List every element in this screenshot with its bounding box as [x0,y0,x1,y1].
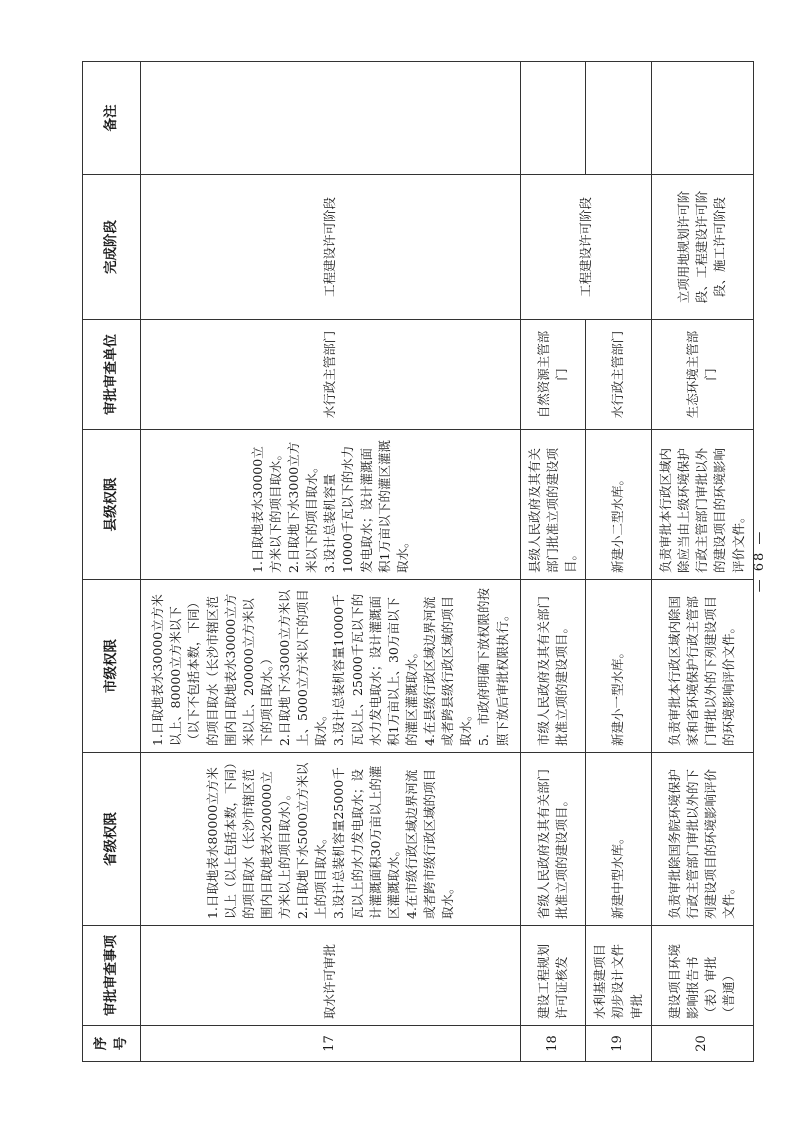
list-item: 2.日取地下水3000立方米以下的项目取水。 [286,441,320,573]
row-note [141,62,521,175]
header-province: 省级权限 [83,753,141,926]
header-unit: 审批审查单位 [83,320,141,430]
row-stage: 工程建设许可阶段 [141,175,521,320]
list-item: 3.设计总装机容量10000千瓦以上、25000千瓦以下的水力发电取水；设计灌溉面积1万亩以上、30万亩以下的灌区灌溉取水。 [331,593,419,746]
row-unit: 生态环境主管部门 [651,320,753,430]
row-unit: 水行政主管部门 [586,320,651,430]
list-item: 1.日取地表水80000立方米以上（以上包括本数，下同）的项目取水（长沙市辖区范围内日取地表水200000立方米以上的项目取水）。 [204,762,293,919]
row-item: 水利基建项目初步设计文件审批 [586,926,651,1026]
row-number: 18 [520,1026,585,1062]
row-province: 负责审批除国务院环境保护行政主管部门审批以外的下列建设项目的环境影响评价文件。 [651,753,753,926]
row-number: 19 [586,1026,651,1062]
row-unit: 水行政主管部门 [141,320,521,430]
table-row [520,62,585,1062]
row-city: 新建小一型水库。 [586,580,651,753]
row-stage: 立项用地规划许可阶段、工程建设许可阶段、施工许可阶段 [651,175,753,320]
approval-table [82,61,754,1062]
page-number: — 68 — [752,529,767,593]
row-note [520,62,585,175]
row-county: 新建小二型水库。 [586,430,651,580]
list-item: 1.日取地表水30000立方米以上、80000立方米以下（以下不包括本数，下同）的项目取水（长沙市辖区范围内日取地表水30000立方米以上、200000立方米以下的项目取水。） [150,593,274,746]
row-city [141,580,521,753]
header-note: 备注 [83,62,141,175]
row-number: 20 [651,1026,753,1062]
row-stage: 工程建设许可阶段 [520,175,651,320]
header-city: 市级权限 [83,580,141,753]
list-item: 2.日取地下水3000立方米以上、5000立方米以下的项目取水。 [277,589,329,746]
table-row [651,62,753,1062]
row-number: 17 [141,1026,521,1062]
row-county: 负责审批本行政区域内除应当由上级环境保护行政主管部门审批以外的建设项目的环境影响评价文件。 [651,430,753,580]
list-item: 3.设计总装机容量25000千瓦以上的水力发电取水；设计灌溉面积30万亩以上的灌区灌溉取水。 [331,765,401,919]
list-item: 2.日取地下水5000立方米以上的项目取水。 [295,762,329,919]
row-city: 市级人民政府及其有关部门批准立项的建设项目。 [520,580,585,753]
header-item: 审批审查事项 [83,926,141,1026]
row-item: 取水许可审批 [141,926,521,1026]
row-province [141,753,521,926]
header-num: 序号 [83,1026,141,1062]
row-note [586,62,651,175]
table-row [141,62,521,1062]
list-item: 1.日取地表水30000立方米以下的项目取水。 [249,446,283,573]
list-item: 4.在市级行政区域边界河流或者跨市级行政区域的项目取水。 [403,768,456,919]
row-item: 建设项目环境影响报告书（表）审批（普通） [651,926,753,1026]
row-unit: 自然资源主管部门 [520,320,585,430]
row-county [141,430,521,580]
list-item: 4.在县级行政区域边界河流或者跨县级行政区域的项目取水。 [422,595,474,746]
row-city: 负责审批本行政区域内除国家和省环境保护行政主管部门审批以外的下列建设项目的环境影响评价文件。 [651,580,753,753]
row-county: 县级人民政府及其有关部门批准立项的建设项目。 [520,430,585,580]
header-county: 县级权限 [83,430,141,580]
row-note [651,62,753,175]
row-item: 建设工程规划许可证核发 [520,926,585,1026]
row-province: 省级人民政府及其有关部门批准立项的建设项目。 [520,753,585,926]
list-item: 3.设计总装机容量10000千瓦以下的水力发电取水；设计灌溉面积1万亩以下的灌区灌溉取水。 [322,440,410,573]
header-stage: 完成阶段 [83,175,141,320]
header-row [83,62,141,1062]
row-province: 新建中型水库。 [586,753,651,926]
list-item: 5．市政府明确下放权限的按照下放后审批权限执行。 [476,588,510,746]
